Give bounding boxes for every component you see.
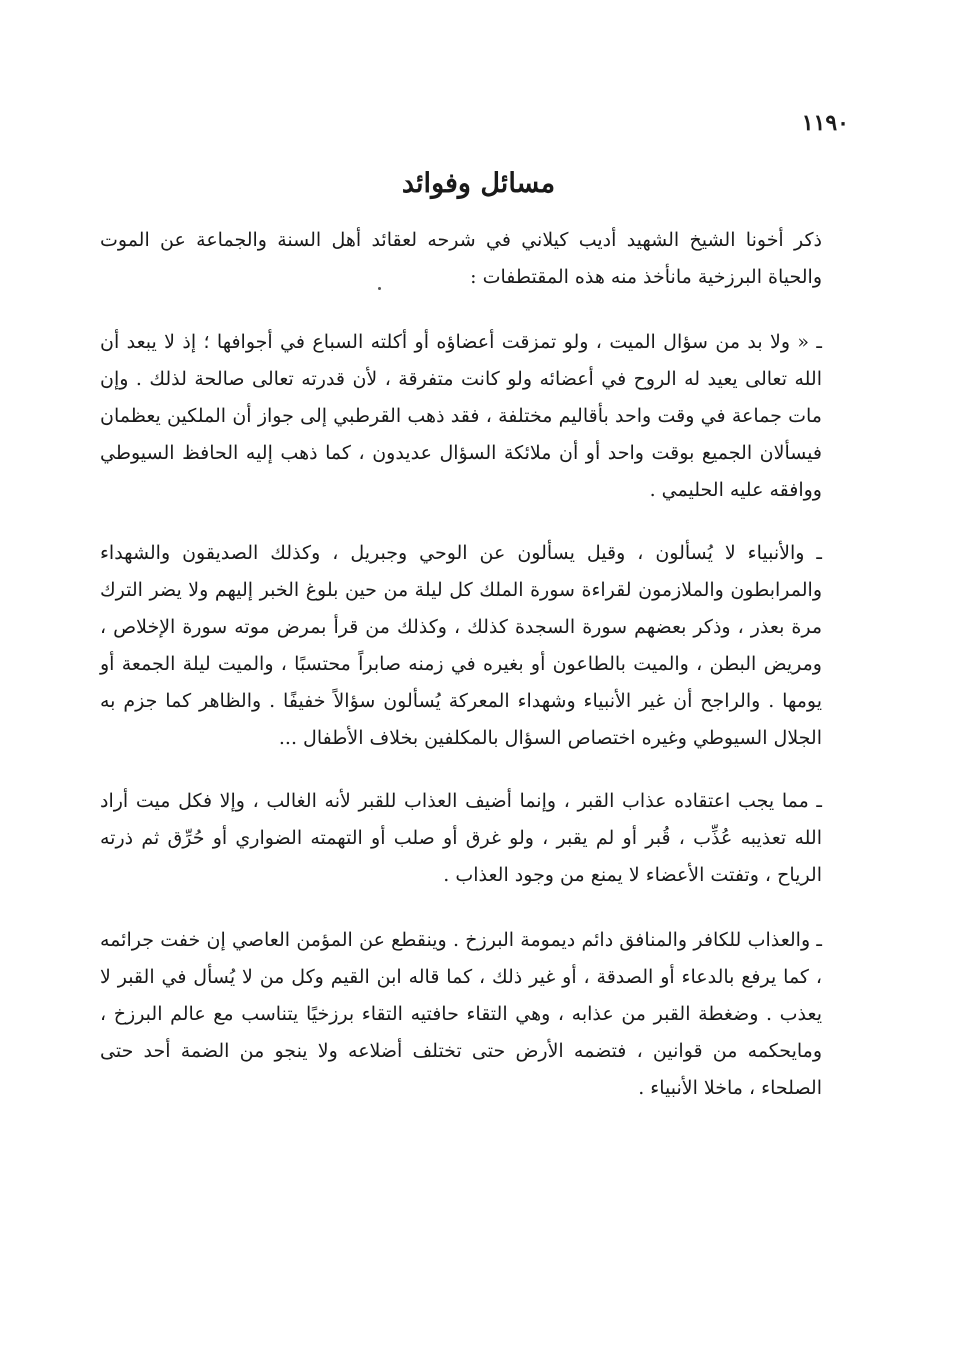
page-number: ١١٩٠ [801,110,849,136]
paragraph-questioning-of-dead: ـ « ولا بد من سؤال الميت ، ولو تمزقت أعضاؤه أو أكلته السباع في أجوافها ؛ إذ لا يبعد أن الله تعالى يعيد له الروح في أعضائه ولو كانت متفرقة ، لأن قدرته تعالى صالحة لذلك . وإن مات جماعة في وقت واحد بأقاليم مختلفة ، فقد ذهب القرطبي إلى جواز أن الملكين يعظمان فيسألان الجميع بوقت واحد أو أن ملائكة السؤال عديدون ، كما ذهب إليه الحافظ السيوطي ووافقه عليه الحليمي . [100,331,822,501]
page-title: مسائل وفوائد [401,168,556,199]
intro-paragraph: ذكر أخونا الشيخ الشهيد أديب كيلاني في شرحه لعقائد أهل السنة والجماعة عن الموت والحياة البرزخية مانأخذ منه هذه المقتطفات : [100,229,822,288]
paragraph-grave-punishment: ـ مما يجب اعتقاده عذاب القبر ، وإنما أضيف العذاب للقبر لأنه الغالب ، وإلا فكل ميت أراد الله تعذيبه عُذِّب ، قُبر أو لم يقبر ، ولو غرق أو صلب أو التهمته الضواري أو حُرِّق ثم ذرته الرياح ، وتفتت الأعضاء لا يمنع من وجود العذاب . [100,790,822,886]
paragraph-punishment-duration: ـ والعذاب للكافر والمنافق دائم ديمومة البرزخ . وينقطع عن المؤمن العاصي إن خفت جرائمه ، كما يرفع بالدعاء أو الصدقة ، أو غير ذلك ، كما قاله ابن القيم وكل من لا يُسأل في القبر لا يعذب . وضغطة القبر من عذابه ، وهي التقاء حافتيه التقاء برزخيًا يتناسب مع عالم البرزخ ، ومايحكمه من قوانين ، فتضمه الأرض حتى تختلف أضلاعه ولا ينجو من الضمة أحد حتى الصلحاء ، ماخلا الأنبياء . [100,929,822,1099]
body-text [100,222,822,1107]
paragraph-exempt-from-questioning: ـ والأنبياء لا يُسألون ، وقيل يسألون عن الوحي وجبريل ، وكذلك الصديقون والشهداء والمرابطون والملازمون لقراءة سورة الملك كل ليلة من حين بلوغ الخبر إليهم ولا يضر الترك مرة بعذر ، وذكر بعضهم سورة السجدة كذلك ، وكذلك من قرأ بمرض موته سورة الإخلاص ، ومريض البطن ، والميت بالطاعون أو بغيره في زمنه صابراً محتسبًا ، والميت ليلة الجمعة أو يومها . والراجح أن غير الأنبياء وشهداء المعركة يُسألون سؤالاً خفيفًا . والظاهر كما جزم به الجلال السيوطي وغيره اختصاص السؤال بالمكلفين بخلاف الأطفال ... [100,542,822,749]
